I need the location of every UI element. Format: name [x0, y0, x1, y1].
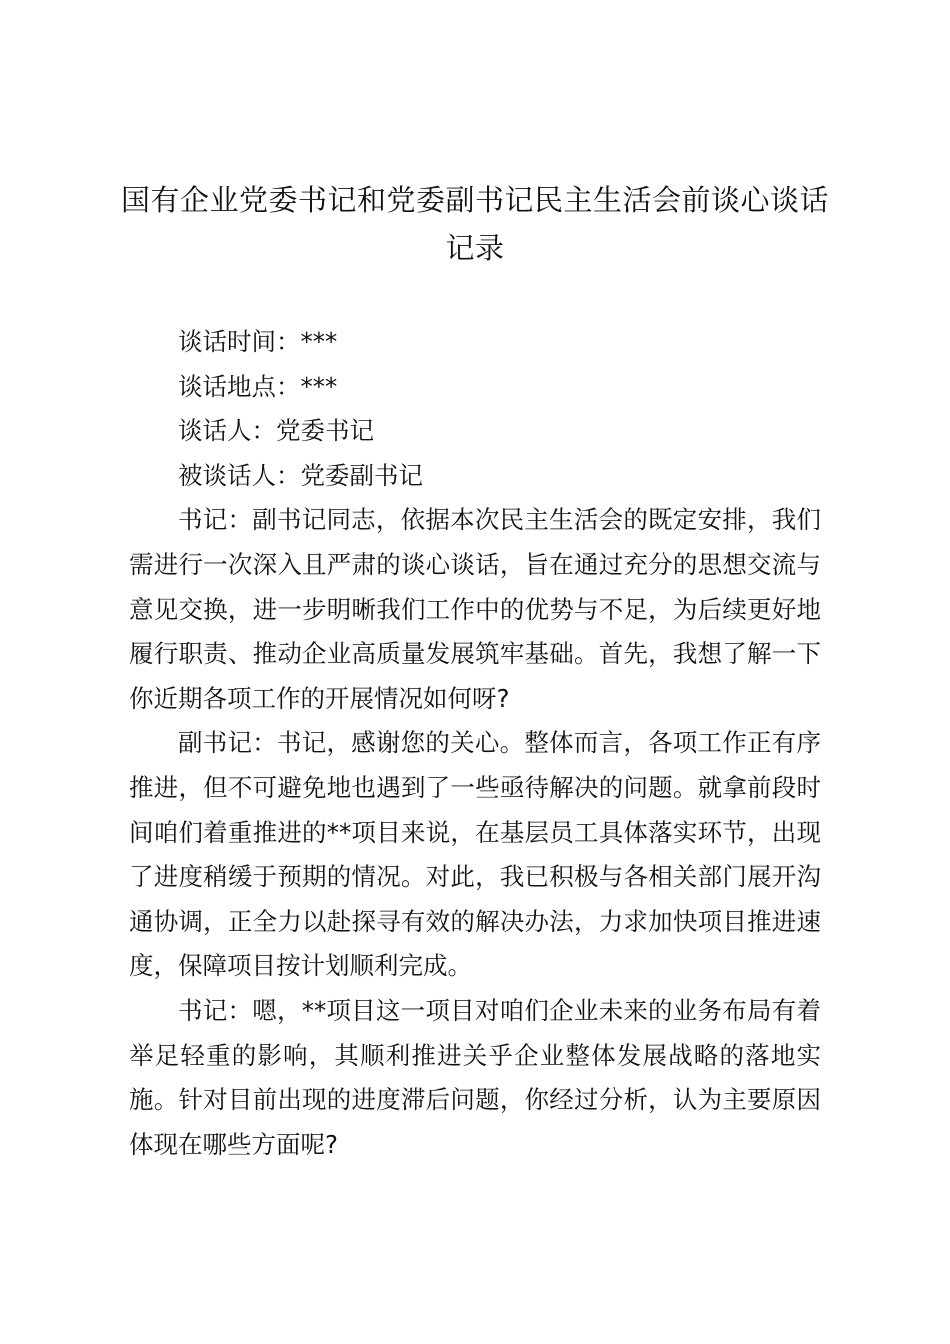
dialogue-paragraph-deputy-1: 副书记：书记，感谢您的关心。整体而言，各项工作正有序推进，但不可避免地也遇到了一些亟待解决的问题。就拿前段时间咱们着重推进的**项目来说，在基层员工具体落实环节，出现了进度稍缓于预期的情况。对此，我已积极与各相关部门展开沟通协调，正全力以赴探寻有效的解决办法，力求加快项目推进速度，保障项目按计划顺利完成。 — [129, 728, 821, 981]
dialogue-paragraph-secretary-2: 书记：嗯，**项目这一项目对咱们企业未来的业务布局有着举足轻重的影响，其顺利推进关乎企业整体发展战略的落地实施。针对目前出现的进度滞后问题，你经过分析，认为主要原因体现在哪些方面呢? — [129, 995, 821, 1159]
meta-talk-location: 谈话地点：*** — [178, 371, 338, 401]
document-body — [129, 320, 821, 1167]
meta-interviewee: 被谈话人：党委副书记 — [178, 460, 423, 490]
meta-speaker: 谈话人：党委书记 — [178, 416, 374, 446]
dialogue-paragraph-secretary-1: 书记：副书记同志，依据本次民主生活会的既定安排，我们需进行一次深入且严肃的谈心谈话，旨在通过充分的思想交流与意见交换，进一步明晰我们工作中的优势与不足，为后续更好地履行职责、推动企业高质量发展筑牢基础。首先，我想了解一下你近期各项工作的开展情况如何呀? — [129, 505, 821, 713]
meta-talk-time: 谈话时间：*** — [178, 327, 338, 356]
document-title: 国有企业党委书记和党委副书记民主生活会前谈心谈话记录 — [120, 183, 829, 265]
